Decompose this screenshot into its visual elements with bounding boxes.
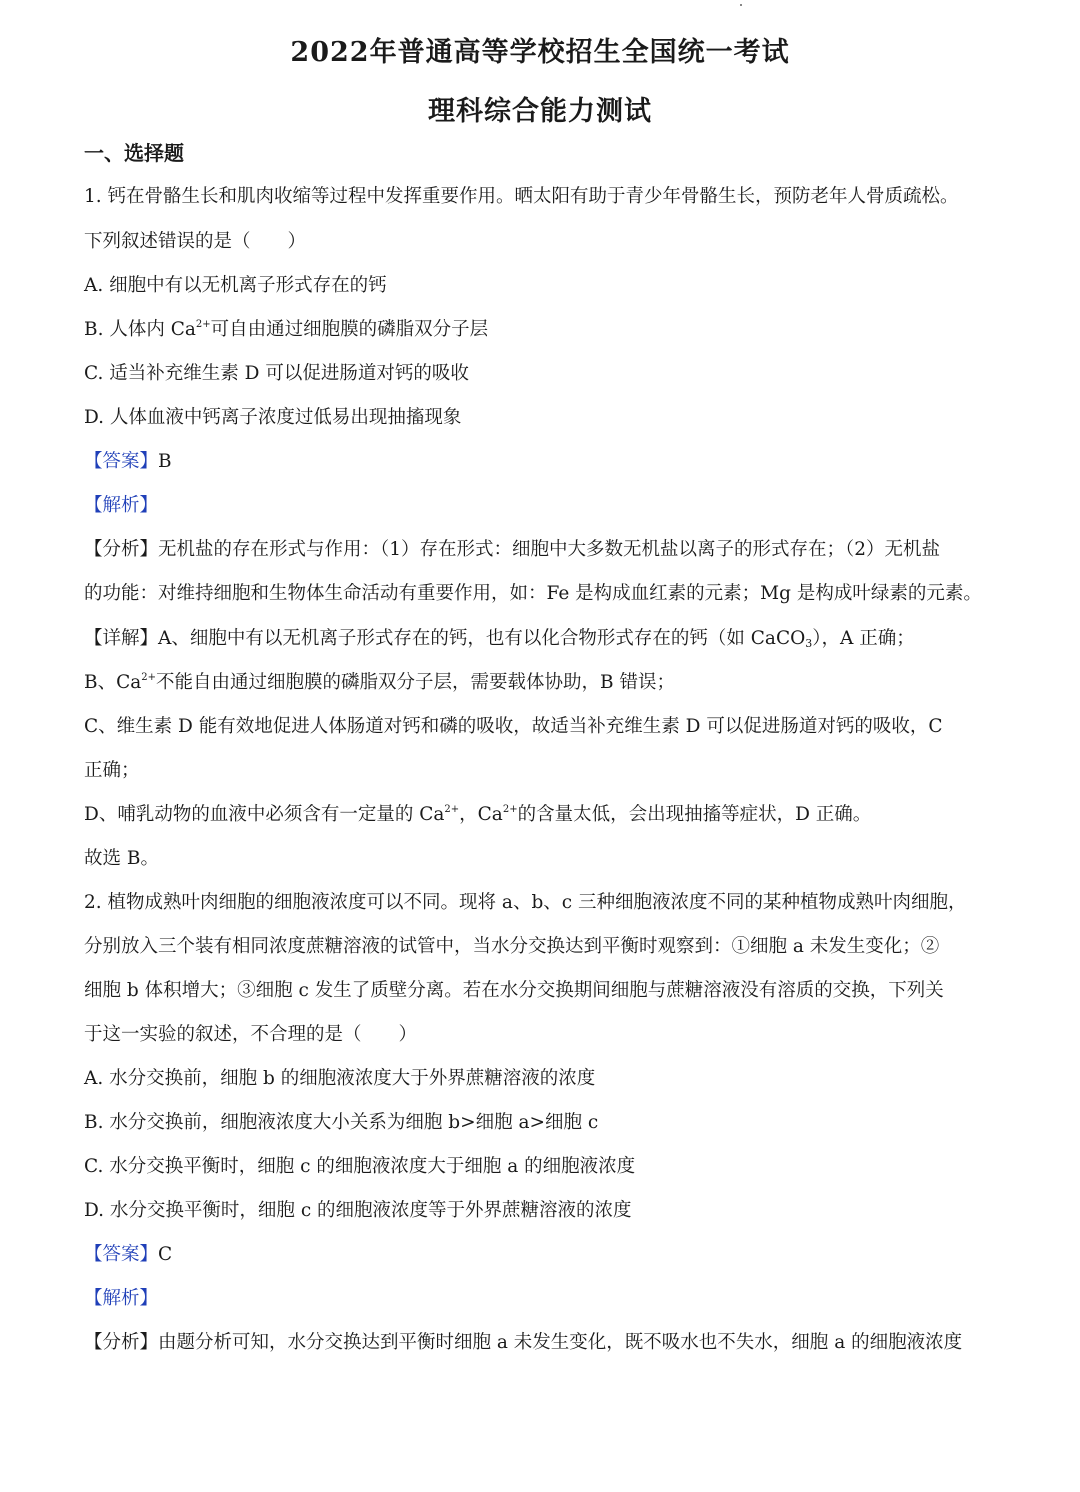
q1-fenxi-text-1: 无机盐的存在形式与作用：（1）存在形式：细胞中大多数无机盐以离子的形式存在；（2）无机盐 bbox=[158, 539, 941, 560]
q1-analysis-tag: 【解析】 bbox=[84, 495, 159, 516]
q1-stem-line-1: 1. 钙在骨骼生长和肌肉收缩等过程中发挥重要作用。晒太阳有助于青少年骨骼生长，预防老年人骨质疏松。 bbox=[84, 186, 959, 207]
q1-xiangjie-b-charge: 2+ bbox=[141, 672, 157, 683]
q1-xiangjie-a bbox=[84, 630, 1024, 649]
q1-xiangjie-d-charge-1: 2+ bbox=[444, 804, 460, 815]
q2-stem-line-4: 于这一实验的叙述，不合理的是（ ） bbox=[84, 1024, 418, 1045]
q1-answer-value: B bbox=[158, 451, 172, 472]
q2-fenxi-text-1: 由题分析可知，水分交换达到平衡时细胞 a 未发生变化，既不吸水也不失水，细胞 a 的细胞液浓度 bbox=[158, 1332, 963, 1353]
exam-subtitle: 理科综合能力测试 bbox=[428, 96, 652, 127]
q2-answer-tag: 【答案】 bbox=[84, 1244, 159, 1265]
q1-xiangjie-c-line-1: C、维生素 D 能有效地促进人体肠道对钙和磷的吸收，故适当补充维生素 D 可以促进肠道对钙的吸收，C bbox=[84, 716, 943, 737]
q1-xiangjie-b bbox=[84, 674, 1024, 693]
q1-xiangjie-c-line-2: 正确； bbox=[84, 760, 140, 781]
q2-analysis-tag: 【解析】 bbox=[84, 1288, 159, 1309]
q1-option-a: A. 细胞中有以无机离子形式存在的钙 bbox=[84, 275, 387, 296]
q1-option-c: C. 适当补充维生素 D 可以促进肠道对钙的吸收 bbox=[84, 363, 469, 384]
section-heading: 一、选择题 bbox=[84, 141, 184, 165]
q1-xiangjie-b-post: 不能自由通过细胞膜的磷脂双分子层，需要载体协助，B 错误； bbox=[156, 672, 676, 693]
q2-analysis-heading bbox=[84, 1290, 1024, 1309]
q1-option-b-post: 可自由通过细胞膜的磷脂双分子层 bbox=[210, 319, 489, 340]
q2-answer bbox=[84, 1246, 1024, 1265]
q2-fenxi-line-1 bbox=[84, 1334, 1024, 1353]
q2-stem-line-3: 细胞 b 体积增大；③细胞 c 发生了质壁分离。若在水分交换期间细胞与蔗糖溶液没有溶质的交换，下列关 bbox=[84, 980, 944, 1001]
q2-stem-line-2: 分别放入三个装有相同浓度蔗糖溶液的试管中，当水分交换达到平衡时观察到：①细胞 a 未发生变化；② bbox=[84, 936, 940, 957]
q1-xiangjie-a-subscript: 3 bbox=[805, 637, 813, 650]
q1-option-b bbox=[84, 321, 1024, 340]
q1-xiangjie-d-charge-2: 2+ bbox=[502, 804, 518, 815]
q1-xiangjie-a-post: ），A 正确； bbox=[812, 628, 915, 649]
q1-xiangjie-d bbox=[84, 806, 1024, 825]
q1-fenxi-tag: 【分析】 bbox=[84, 539, 159, 560]
q2-fenxi-tag: 【分析】 bbox=[84, 1332, 159, 1353]
scan-speck bbox=[740, 4, 742, 6]
q2-stem-line-1: 2. 植物成熟叶肉细胞的细胞液浓度可以不同。现将 a、b、c 三种细胞液浓度不同的某种植物成熟叶肉细胞， bbox=[84, 892, 967, 913]
q2-option-d: D. 水分交换平衡时，细胞 c 的细胞液浓度等于外界蔗糖溶液的浓度 bbox=[84, 1200, 632, 1221]
q1-answer-tag: 【答案】 bbox=[84, 451, 159, 472]
q2-option-b: B. 水分交换前，细胞液浓度大小关系为细胞 b>细胞 a>细胞 c bbox=[84, 1112, 599, 1133]
q2-option-c: C. 水分交换平衡时，细胞 c 的细胞液浓度大于细胞 a 的细胞液浓度 bbox=[84, 1156, 636, 1177]
q1-conclusion: 故选 B。 bbox=[84, 848, 159, 869]
q1-xiangjie-d-mid: ，Ca bbox=[459, 804, 503, 825]
q1-xiangjie-tag: 【详解】 bbox=[84, 628, 159, 649]
q1-stem-line-2: 下列叙述错误的是（ ） bbox=[84, 231, 307, 252]
q2-option-a: A. 水分交换前，细胞 b 的细胞液浓度大于外界蔗糖溶液的浓度 bbox=[84, 1068, 596, 1089]
q1-option-d: D. 人体血液中钙离子浓度过低易出现抽搐现象 bbox=[84, 407, 462, 428]
q2-answer-value: C bbox=[158, 1244, 173, 1265]
q1-option-b-pre: B. 人体内 Ca bbox=[84, 319, 196, 340]
q1-fenxi-line-2: 的功能：对维持细胞和生物体生命活动有重要作用，如：Fe 是构成血红素的元素；Mg 是构成叶绿素的元素。 bbox=[84, 583, 982, 604]
q1-xiangjie-a-pre: A、细胞中有以无机离子形式存在的钙，也有以化合物形式存在的钙（如 CaCO bbox=[158, 628, 806, 649]
q1-xiangjie-d-post: 的含量太低，会出现抽搐等症状，D 正确。 bbox=[517, 804, 872, 825]
q1-option-b-charge: 2+ bbox=[195, 319, 211, 330]
q1-answer bbox=[84, 453, 1024, 472]
q1-fenxi-line-1 bbox=[84, 541, 1024, 560]
exam-title: 2022年普通高等学校招生全国统一考试 bbox=[290, 37, 790, 68]
q1-analysis-heading bbox=[84, 497, 1024, 516]
q1-xiangjie-d-pre: D、哺乳动物的血液中必须含有一定量的 Ca bbox=[84, 804, 445, 825]
q1-xiangjie-b-pre: B、Ca bbox=[84, 672, 142, 693]
